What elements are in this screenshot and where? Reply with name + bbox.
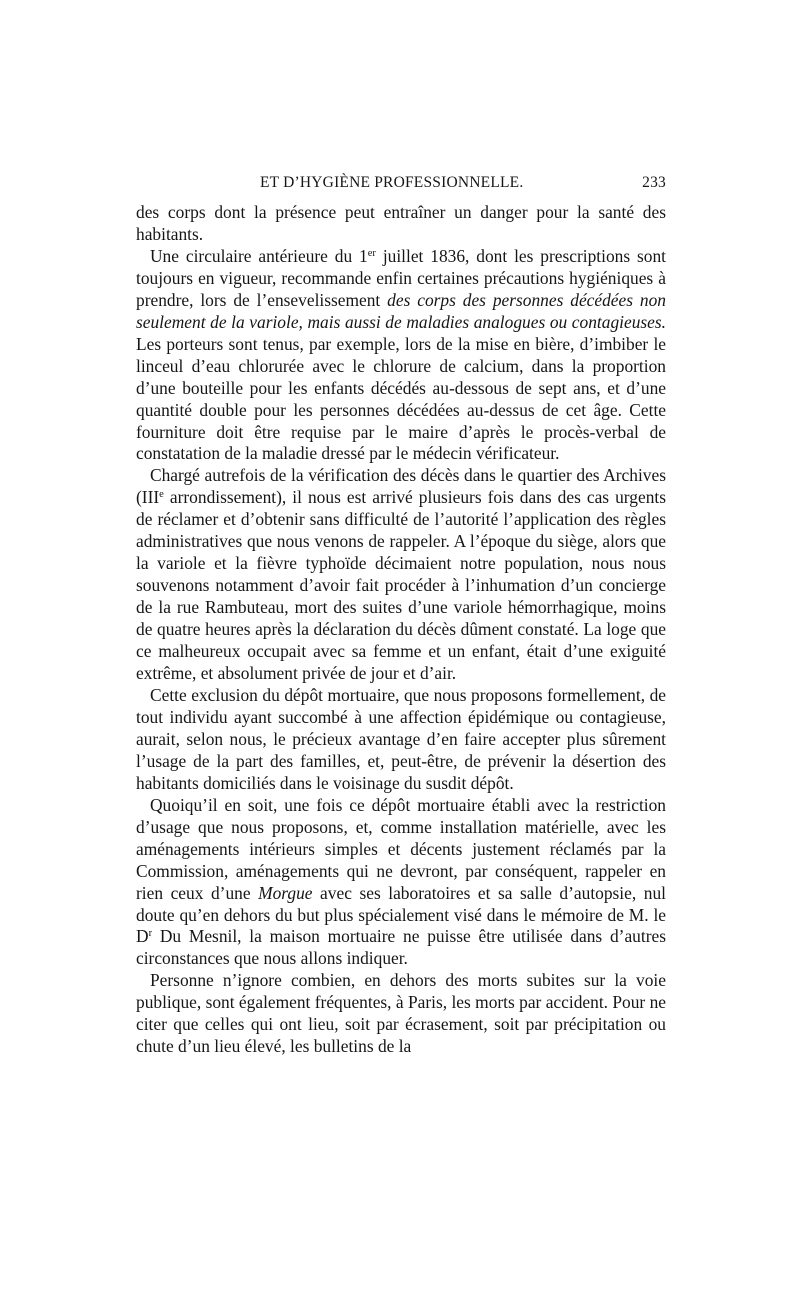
arrondissement-superscript: e	[159, 489, 164, 501]
italic-morgue: Morgue	[258, 882, 313, 903]
ordinal-superscript: er	[367, 247, 376, 259]
paragraph-4	[136, 685, 666, 795]
paragraph-1-text: des corps dont la présence peut entraîner un danger pour la santé des habitants.	[136, 202, 666, 244]
paragraph-5-text-end: Du Mesnil, la maison mortuaire ne puisse être utilisée dans d’autres circonstances que nous allons indiquer.	[136, 926, 666, 969]
paragraph-1	[136, 202, 666, 246]
book-page	[136, 174, 666, 1058]
italic-emphasis: des corps des personnes décédées non seulement de la variole, mais aussi de maladies analogues ou contagieuses.	[136, 289, 666, 332]
running-head	[136, 174, 666, 198]
running-title: ET D’HYGIÈNE PROFESSIONNELLE.	[260, 174, 524, 191]
paragraph-5	[136, 795, 666, 971]
page-number: 233	[642, 174, 666, 191]
paragraph-4-text: Cette exclusion du dépôt mortuaire, que nous proposons formellement, de tout individu ayant succombé à une affection épidémique ou contagieuse, aurait, selon nous, le précieux avantage d’en faire accepter plus sûrement l’usage de la part des familles, et, peut-être, de prévenir la désertion des habitants domiciliés dans le voisinage du susdit dépôt.	[136, 684, 666, 793]
paragraph-3-text-end: arrondissement), il nous est arrivé plusieurs fois dans des cas urgents de réclamer et d’obtenir sans difficulté de l’autorité l’application des règles administratives que nous venons de rappeler. A l’époque du siège, alors que la variole et la fièvre typhoïde décimaient notre population, nous nous souvenons notamment d’avoir fait procéder à l’inhumation d’un concierge de la rue Rambuteau, mort des suites d’une variole hémorrhagique, moins de quatre heures après la déclaration du décès dûment constaté. La loge que ce malheureux occupait avec sa femme et un enfant, était d’une exiguité extrême, et absolument privée de jour et d’air.	[136, 487, 666, 684]
paragraph-6	[136, 970, 666, 1058]
paragraph-3-text-start: Chargé autrefois de la vérification des décès dans le quartier des Archives (III	[136, 465, 666, 508]
paragraph-6-text: Personne n’ignore combien, en dehors des morts subites sur la voie publique, sont également fréquentes, à Paris, les morts par accident. Pour ne citer que celles qui ont lieu, soit par écrasement, soit par précipitation ou chute d’un lieu élevé, les bulletins de la	[136, 970, 666, 1057]
paragraph-2-text-middle: juillet 1836, dont les prescriptions sont toujours en vigueur, recommande enfin certaines précautions hygiéniques à prendre, lors de l’ensevelissement	[136, 245, 666, 310]
paragraph-2-text-start: Une circulaire antérieure du 1	[150, 245, 368, 266]
paragraph-2	[136, 246, 666, 466]
doctor-superscript: r	[148, 928, 153, 940]
paragraph-5-text-start: Quoiqu’il en soit, une fois ce dépôt mortuaire établi avec la restriction d’usage que nous proposons, et, comme installation matérielle, avec les aménagements intérieurs simples et décents justement réclamés par la Commission, aménagements qui ne devront, par conséquent, rappeler en rien ceux d’une	[136, 794, 666, 903]
paragraph-2-text-end: Les porteurs sont tenus, par exemple, lors de la mise en bière, d’imbiber le linceul d’eau chlorurée avec le chlorure de calcium, dans la proportion d’une bouteille pour les enfants décédés au-dessous de sept ans, et d’une quantité double pour les personnes décédées au-dessus de cet âge. Cette fourniture doit être requise par le maire d’après le procès-verbal de constatation de la maladie dressé par le médecin vérificateur.	[136, 333, 666, 464]
paragraph-3	[136, 465, 666, 685]
body-text	[136, 202, 666, 1058]
paragraph-5-text-middle: avec ses laboratoires et sa salle d’autopsie, nul doute qu’en dehors du but plus spécialement visé dans le mémoire de M. le D	[136, 882, 666, 947]
